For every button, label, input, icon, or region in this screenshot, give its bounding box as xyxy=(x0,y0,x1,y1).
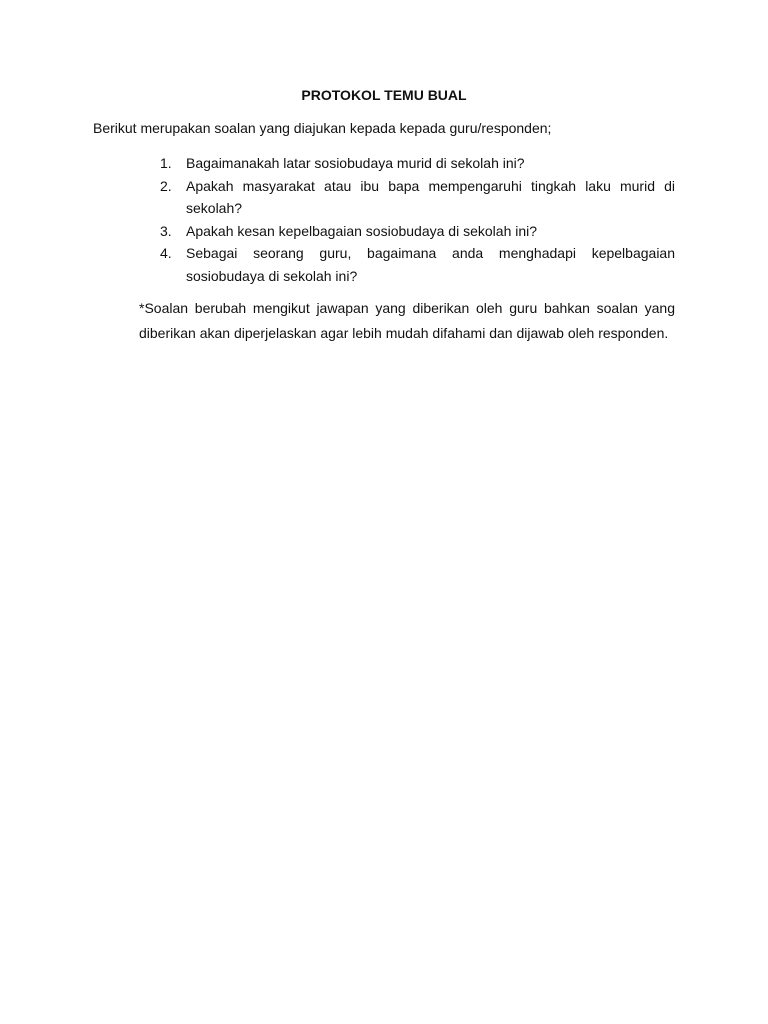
question-number: 1. xyxy=(160,155,172,171)
question-text: Bagaimanakah latar sosiobudaya murid di sekolah ini? xyxy=(186,155,525,171)
question-text: Sebagai seorang guru, bagaimana anda menghadapi kepelbagaian sosiobudaya di sekolah ini? xyxy=(186,245,675,284)
question-item-3 xyxy=(150,220,675,243)
question-number: 4. xyxy=(160,245,172,261)
question-text: Apakah kesan kepelbagaian sosiobudaya di sekolah ini? xyxy=(186,222,538,239)
question-item-1 xyxy=(150,152,675,175)
question-list xyxy=(150,152,675,287)
intro-text: Berikut merupakan soalan yang diajukan kepada kepada guru/responden; xyxy=(93,120,552,136)
question-item-4 xyxy=(150,242,675,287)
question-number: 2. xyxy=(160,177,172,194)
question-number: 3. xyxy=(160,222,172,239)
question-item-2 xyxy=(150,175,675,220)
document-title: PROTOKOL TEMU BUAL xyxy=(301,87,467,103)
question-text: Apakah masyarakat atau ibu bapa mempengaruhi tingkah laku murid di sekolah? xyxy=(186,177,675,216)
footnote-text: *Soalan berubah mengikut jawapan yang diberikan oleh guru bahkan soalan yang diberikan akan diperjelaskan agar lebih mudah difahami dan dijawab oleh responden. xyxy=(139,300,675,341)
